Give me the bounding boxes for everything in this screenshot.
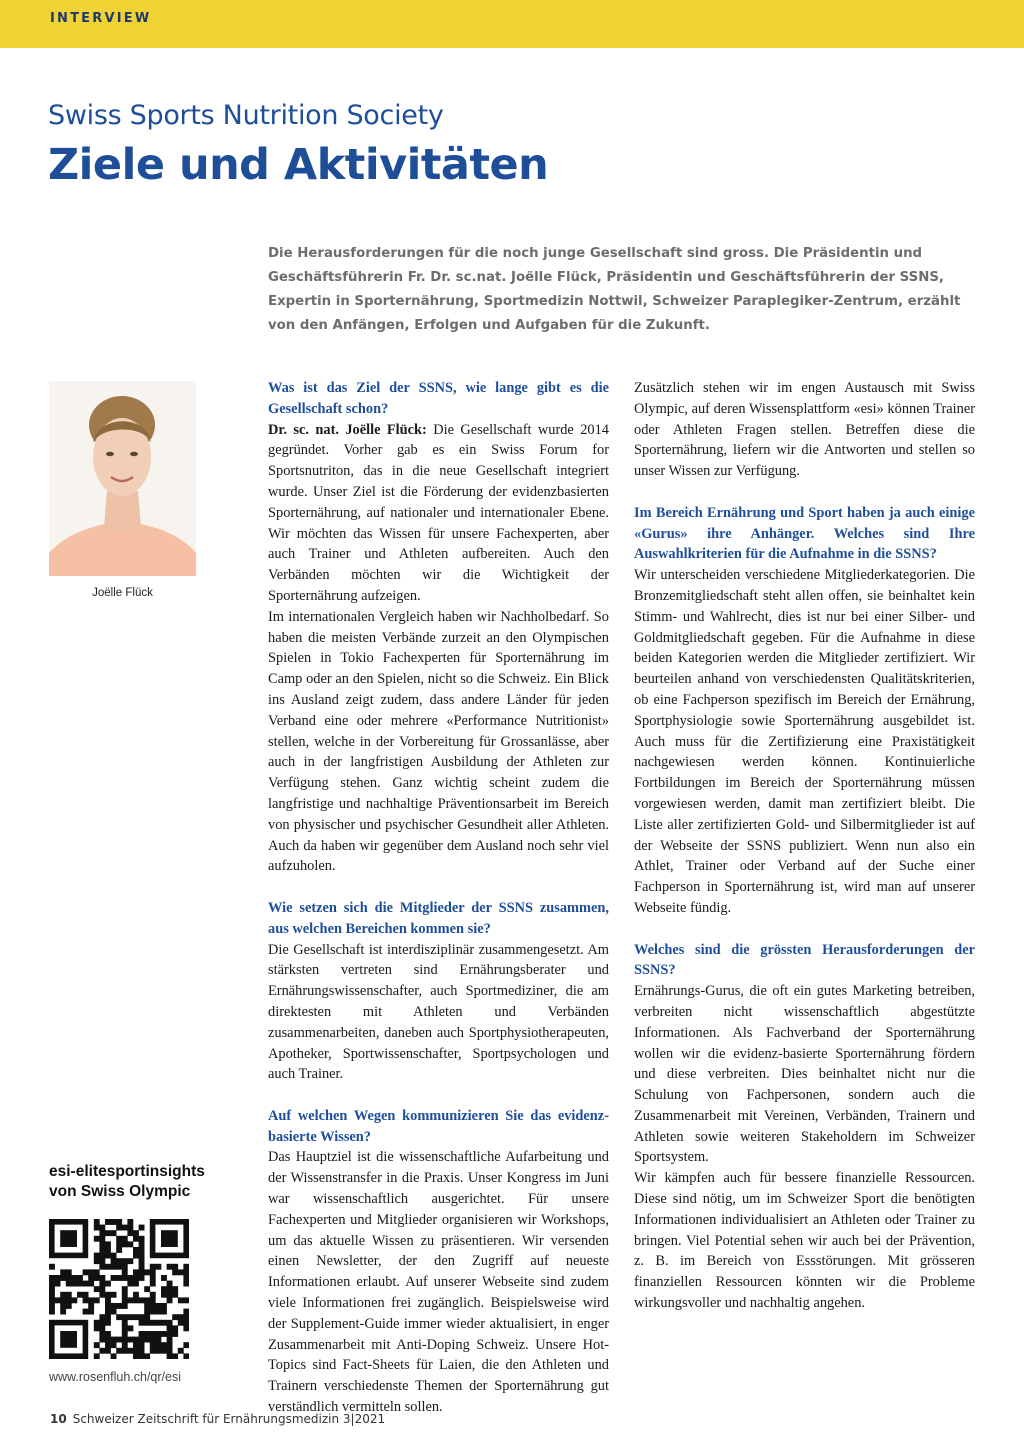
article-column-1	[268, 378, 609, 1418]
answer-paragraph: Wir kämpfen auch für bessere finanzielle Ressourcen. Diese sind nötig, um im Schweizer Sport die benötigten Informationen individualisiert an Athleten oder Trainer zu bringen. Viel Potential sehen wir auch bei der Prävention, z. B. im Bereich von Essstörungen. Mit grösseren finanziellen Ressourcen könnten wir die Probleme wirkungsvoller und nachhaltig angehen.	[634, 1170, 975, 1312]
article-title: Ziele und Aktivitäten	[48, 140, 549, 190]
question-heading: Was ist das Ziel der SSNS, wie lange gibt es die Gesellschaft schon?	[268, 380, 609, 417]
page-number: 10	[50, 1412, 67, 1426]
question-heading: Im Bereich Ernährung und Sport haben ja auch einige «Gurus» ihre Anhänger. Welches sind Ihre Auswahlkriterien für die Aufnahme in die SSNS?	[634, 504, 975, 563]
article-column-2	[634, 378, 975, 1314]
question-heading: Welches sind die grössten Herausforderungen der SSNS?	[634, 941, 975, 979]
section-tag: INTERVIEW	[50, 11, 152, 26]
answer-paragraph: Das Hauptziel ist die wissenschaftliche Aufarbeitung und der Wissenstransfer in die Praxis. Unser Kongress im Juni war wissenschaftlich ausgerichtet. Für unsere Fachexperten und Mitglieder organisieren wir Workshops, um das aktuelle Wissen zu präsentieren. Wir versenden einen Newsletter, der den Zugriff auf neueste Informationen erlaubt. Auf unserer Webseite sind zudem viele Informationen frei zugänglich. Beispielsweise wird der Supplement-Guide immer wieder aktualisiert, in enger Zusammenarbeit mit Anti-Doping Schweiz. Unsere Hot-Topics sind Fact-Sheets für Laien, die den Athleten und Trainern verschiedenste Themen der Sporternährung gut verständlich vermitteln sollen.	[268, 1149, 609, 1416]
article-kicker: Swiss Sports Nutrition Society	[48, 100, 444, 131]
answer-paragraph: Im internationalen Vergleich haben wir Nachholbedarf. So haben die meisten Verbände zurzeit an den Olympischen Spielen in Tokio Fachexperten für Sporternährung im Camp oder an den Spielen, nicht so die Schweiz. Ein Blick ins Ausland zeigt zudem, dass andere Länder für jeden Verband eine oder mehrere «Performance Nutritionist» stellen, welche in der Vorbereitung für Grossanlässe, aber auch in der langfristigen Ausbildung der Athleten zur Verfügung stehen. Ganz wichtig scheint zudem die langfristige und nachhaltige Präventionsarbeit im Bereich von physischer und psychischer Gesundheit aller Athleten. Auch da haben wir gegenüber dem Ausland noch sehr viel aufzuholen.	[268, 608, 609, 875]
answer-text: Die Gesellschaft wurde 2014 gegründet. Vorher gab es ein Swiss Forum for Sportsnutriton, das in die neue Gesellschaft integriert wurde. Unser Ziel ist die Förderung der evidenzbasierten Sporternährung, auf nationaler und internationaler Ebene. Wir möchten das Wissen für unsere Fachexperten, aber auch Trainer und Athleten aufbereiten. Auch den Verbänden möchten wir die Wichtigkeit der Sporternährung aufzeigen.	[268, 421, 609, 604]
answer-paragraph: Ernährungs-Gurus, die oft ein gutes Marketing betreiben, verbreiten nicht wissenschaftlich abgestützte Informationen. Als Fachverband der Sporternährung wollen wir die evidenz-basierte Sporternährung fördern und diese verbreiten. Dies beinhaltet nicht nur die Schulung von Fachpersonen, sondern auch die Zusammenarbeit mit Vereinen, Verbänden, Trainern und Athleten sowie weiteren Stakeholdern im Schweizer Sportsystem.	[634, 983, 975, 1166]
answer-paragraph: Die Gesellschaft ist interdisziplinär zusammengesetzt. Am stärksten vertreten sind Ernährungsberater und Ernährungswissenschafter, auch Sportmediziner, die am direktesten mit Athleten und Verbänden zusammenarbeiten, daneben auch Sportphysiotherapeuten, Apotheker, Sportwissenschafter, Sportpsychologen und auch Trainer.	[268, 941, 609, 1083]
qr-url: www.rosenfluh.ch/qr/esi	[49, 1370, 182, 1384]
answer-paragraph: Wir unterscheiden verschiedene Mitgliederkategorien. Die Bronzemitgliedschaft steht allen offen, sie beinhaltet kein Stimm- und Wahlrecht, dies ist nur bei einer Silber- und Goldmitgliedschaft gegeben. Für die Aufnahme in diese beiden Kategorien werden die Mitglieder zertifiziert. Wir beurteilen anhand von verschiedensten Qualitätskriterien, ob eine Fachperson spezifisch im Bereich der Ernährung, Sportphysiologie sowie Sporternährung ausgebildet ist. Auch muss für die Zertifizierung eine Praxistätigkeit nachgewiesen werden können. Kontinuierliche Fortbildungen im Bereich der Sporternährung müssen vorgewiesen werden, damit man zertifiziert bleibt. Die Liste aller zertifizierten Gold- und Silbermitglieder ist auf der Webseite der SSNS publiziert. Wenn nun also ein Athlet, Trainer oder Verband auf der Suche einer Fachperson in Sporternährung ist, wird man auf unserer Webseite fündig.	[634, 567, 975, 916]
journal-name: Schweizer Zeitschrift für Ernährungsmedizin 3|2021	[72, 1412, 386, 1426]
answer-paragraph: Zusätzlich stehen wir im engen Austausch mit Swiss Olympic, auf deren Wissensplattform «esi» können Trainer oder Athleten Fragen stellen. Betreffen diese die Sporternährung, liefern wir die Antworten und stellen so unser Wissen zur Verfügung.	[634, 380, 975, 480]
article-lead: Die Herausforderungen für die noch junge Gesellschaft sind gross. Die Präsidentin und Geschäftsführerin Fr. Dr. sc.nat. Joëlle Flück, Präsidentin und Geschäftsführerin der SSNS, Expertin in Sporternährung, Sportmedizin Nottwil, Schweizer Paraplegiker-Zentrum, erzählt von den Anfängen, Erfolgen und Aufgaben für die Zukunft.	[268, 246, 961, 333]
section-header-bar	[0, 0, 1024, 48]
esi-promo-title	[49, 1162, 205, 1202]
esi-promo-line1: esi-elitesportinsights	[49, 1163, 205, 1180]
photo-caption: Joëlle Flück	[92, 587, 153, 599]
portrait-photo	[49, 381, 196, 576]
qr-code[interactable]	[49, 1219, 189, 1359]
speaker-label: Dr. sc. nat. Joëlle Flück:	[268, 421, 427, 438]
answer-paragraph	[268, 420, 609, 607]
esi-promo-line2: von Swiss Olympic	[49, 1183, 191, 1200]
page-footer	[50, 1412, 385, 1426]
question-heading: Wie setzen sich die Mitglieder der SSNS zusammen, aus welchen Bereichen kommen sie?	[268, 899, 609, 937]
question-heading: Auf welchen Wegen kommunizieren Sie das evidenz-basierte Wissen?	[268, 1107, 609, 1145]
